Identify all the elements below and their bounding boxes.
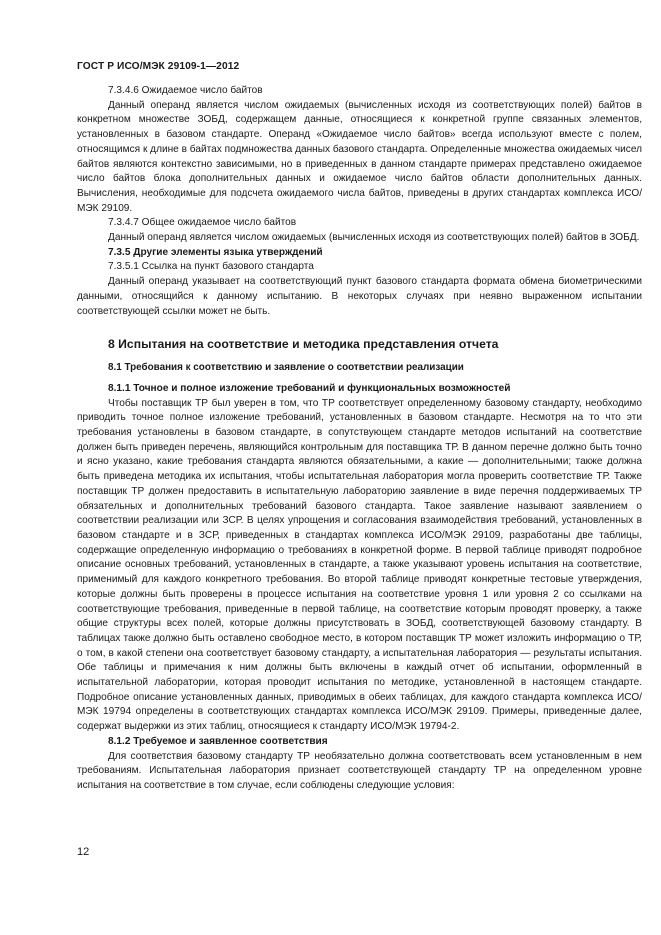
paragraph-7-3-5-1: Данный операнд указывает на соответствующий пункт базового стандарта формата обмена биометрическими данными, относящийся к данному испытанию. В некоторых случаях при неявно выраженном испытании соответствующей ссылки может не быть. xyxy=(77,276,642,317)
clause-heading-7-3-4-6: 7.3.4.6 Ожидаемое число байтов xyxy=(108,85,263,96)
clause-heading-8-1-2: 8.1.2 Требуемое и заявленное соответствия xyxy=(108,735,328,747)
paragraph-7-3-4-6: Данный операнд является числом ожидаемых (вычисленных исходя из соответствующих полей) байтов в конкретном множестве ЗОБД, содержащем данные, относящиеся к конкретной группе связанных элементов, установленных в базовом стандарте. Операнд «Ожидаемое число байтов» всегда используют вместе с полем, относящимся к длине в байтах подмножества данных базового стандарта. Определенные множества ожидаемых чисел байтов являются контекстно зависимыми, но в приведенных в данном стандарте примерах представлено ожидаемое число байтов блока дополнительных данных и ожидаемое число байтов области дополнительных данных. Вычисления, необходимые для подсчета ожидаемого числа байтов, приведены в других стандартах комплекса ИСО/МЭК 29109. xyxy=(77,99,642,214)
document-header: ГОСТ Р ИСО/МЭК 29109-1—2012 xyxy=(77,61,240,72)
paragraph-8-1-2: Для соответствия базовому стандарту ТР необязательно должна соответствовать всем установленным в нем требованиям. Испытательная лаборатория признает соответствующей стандарту ТР на определенном уровне испытания на соответствие в том случае, если соблюдены следующие условия: xyxy=(77,750,642,791)
document-body xyxy=(77,84,642,794)
clause-heading-7-3-5-1: 7.3.5.1 Ссылка на пункт базового стандарта xyxy=(108,261,314,273)
paragraph-8-1-1: Чтобы поставщик ТР был уверен в том, что ТР соответствует определенному базовому стандарту, необходимо приводить точное полное изложение требований, установленных в базовом стандарте. Несмотря на то что эти требования установлены в базовом стандарте, в сопутствующем стандарте методов испытаний на соответствие должен быть приведен перечень, являющийся контрольным для поставщика ТР. В данном перечне должно быть точно и ясно указано, какие требования стандарта являются обязательными, а какие — дополнительными; также должна быть приведена методика их испытания, чтобы испытательная лаборатория могла проверить соответствие ТР. Также поставщик ТР должен предоставить в испытательную лабораторию заявление в виде перечня поддерживаемых ТР обязательных и дополнительных требований базового стандарта. Такое заявление называют заявлением о соответствии реализации или ЗСР. В целях упрощения и согласования взаимодействия требований, установленных в базовом стандарте и в ЗСР, приведенных в стандартах комплекса ИСО/МЭК 29109, разработаны две таблицы, содержащие определенную информацию о требованиях в конкретной форме. В первой таблице приводят подробное описание основных требований, установленных в стандарте, а также указывают уровень испытания на соответствие, применимый для каждого конкретного требования. Во второй таблице приводят конкретные тестовые утверждения, которые должны быть проверены в процессе испытания на соответствие уровня 1 или уровня 2 со ссылками на соответствующие требования, приведенные в первой таблице, на соответствие которым проводят проверку, а также общие структуры всех полей, которые должны присутствовать в ЗОБД, соответствующей базовому стандарту. В таблицах также должно быть оставлено свободное место, в котором поставщик ТР может изложить информацию о ТР, о том, в какой степени она соответствует базовому стандарту, а испытательная лаборатория — результаты испытания. Обе таблицы и примечания к ним должны быть включены в каждый отчет об испытании, оформленный в испытательной лаборатории, которая проводит испытания по методике, установленной в настоящем стандарте. Подробное описание установленных данных, приводимых в обеих таблицах, для каждого стандарта комплекса ИСО/МЭК 19794 определены в соответствующих стандартах комплекса ИСО/МЭК 29109. Примеры, приведенные далее, содержат выдержки из этих таблиц, относящиеся к стандарту ИСО/МЭК 19794-2. xyxy=(77,397,642,733)
clause-heading-8-1: 8.1 Требования к соответствию и заявление о соответствии реализации xyxy=(108,362,464,374)
paragraph-7-3-4-7: Данный операнд является числом ожидаемых (вычисленных исходя из соответствующих полей) байтов в ЗОБД. xyxy=(108,232,640,244)
clause-heading-7-3-5: 7.3.5 Другие элементы языка утверждений xyxy=(108,246,323,258)
section-heading-8: 8 Испытания на соответствие и методика представления отчета xyxy=(108,337,499,352)
clause-heading-8-1-1: 8.1.1 Точное и полное изложение требований и функциональных возможностей xyxy=(108,382,511,394)
clause-heading-7-3-4-7: 7.3.4.7 Общее ожидаемое число байтов xyxy=(108,217,297,229)
page-number: 12 xyxy=(77,846,90,858)
